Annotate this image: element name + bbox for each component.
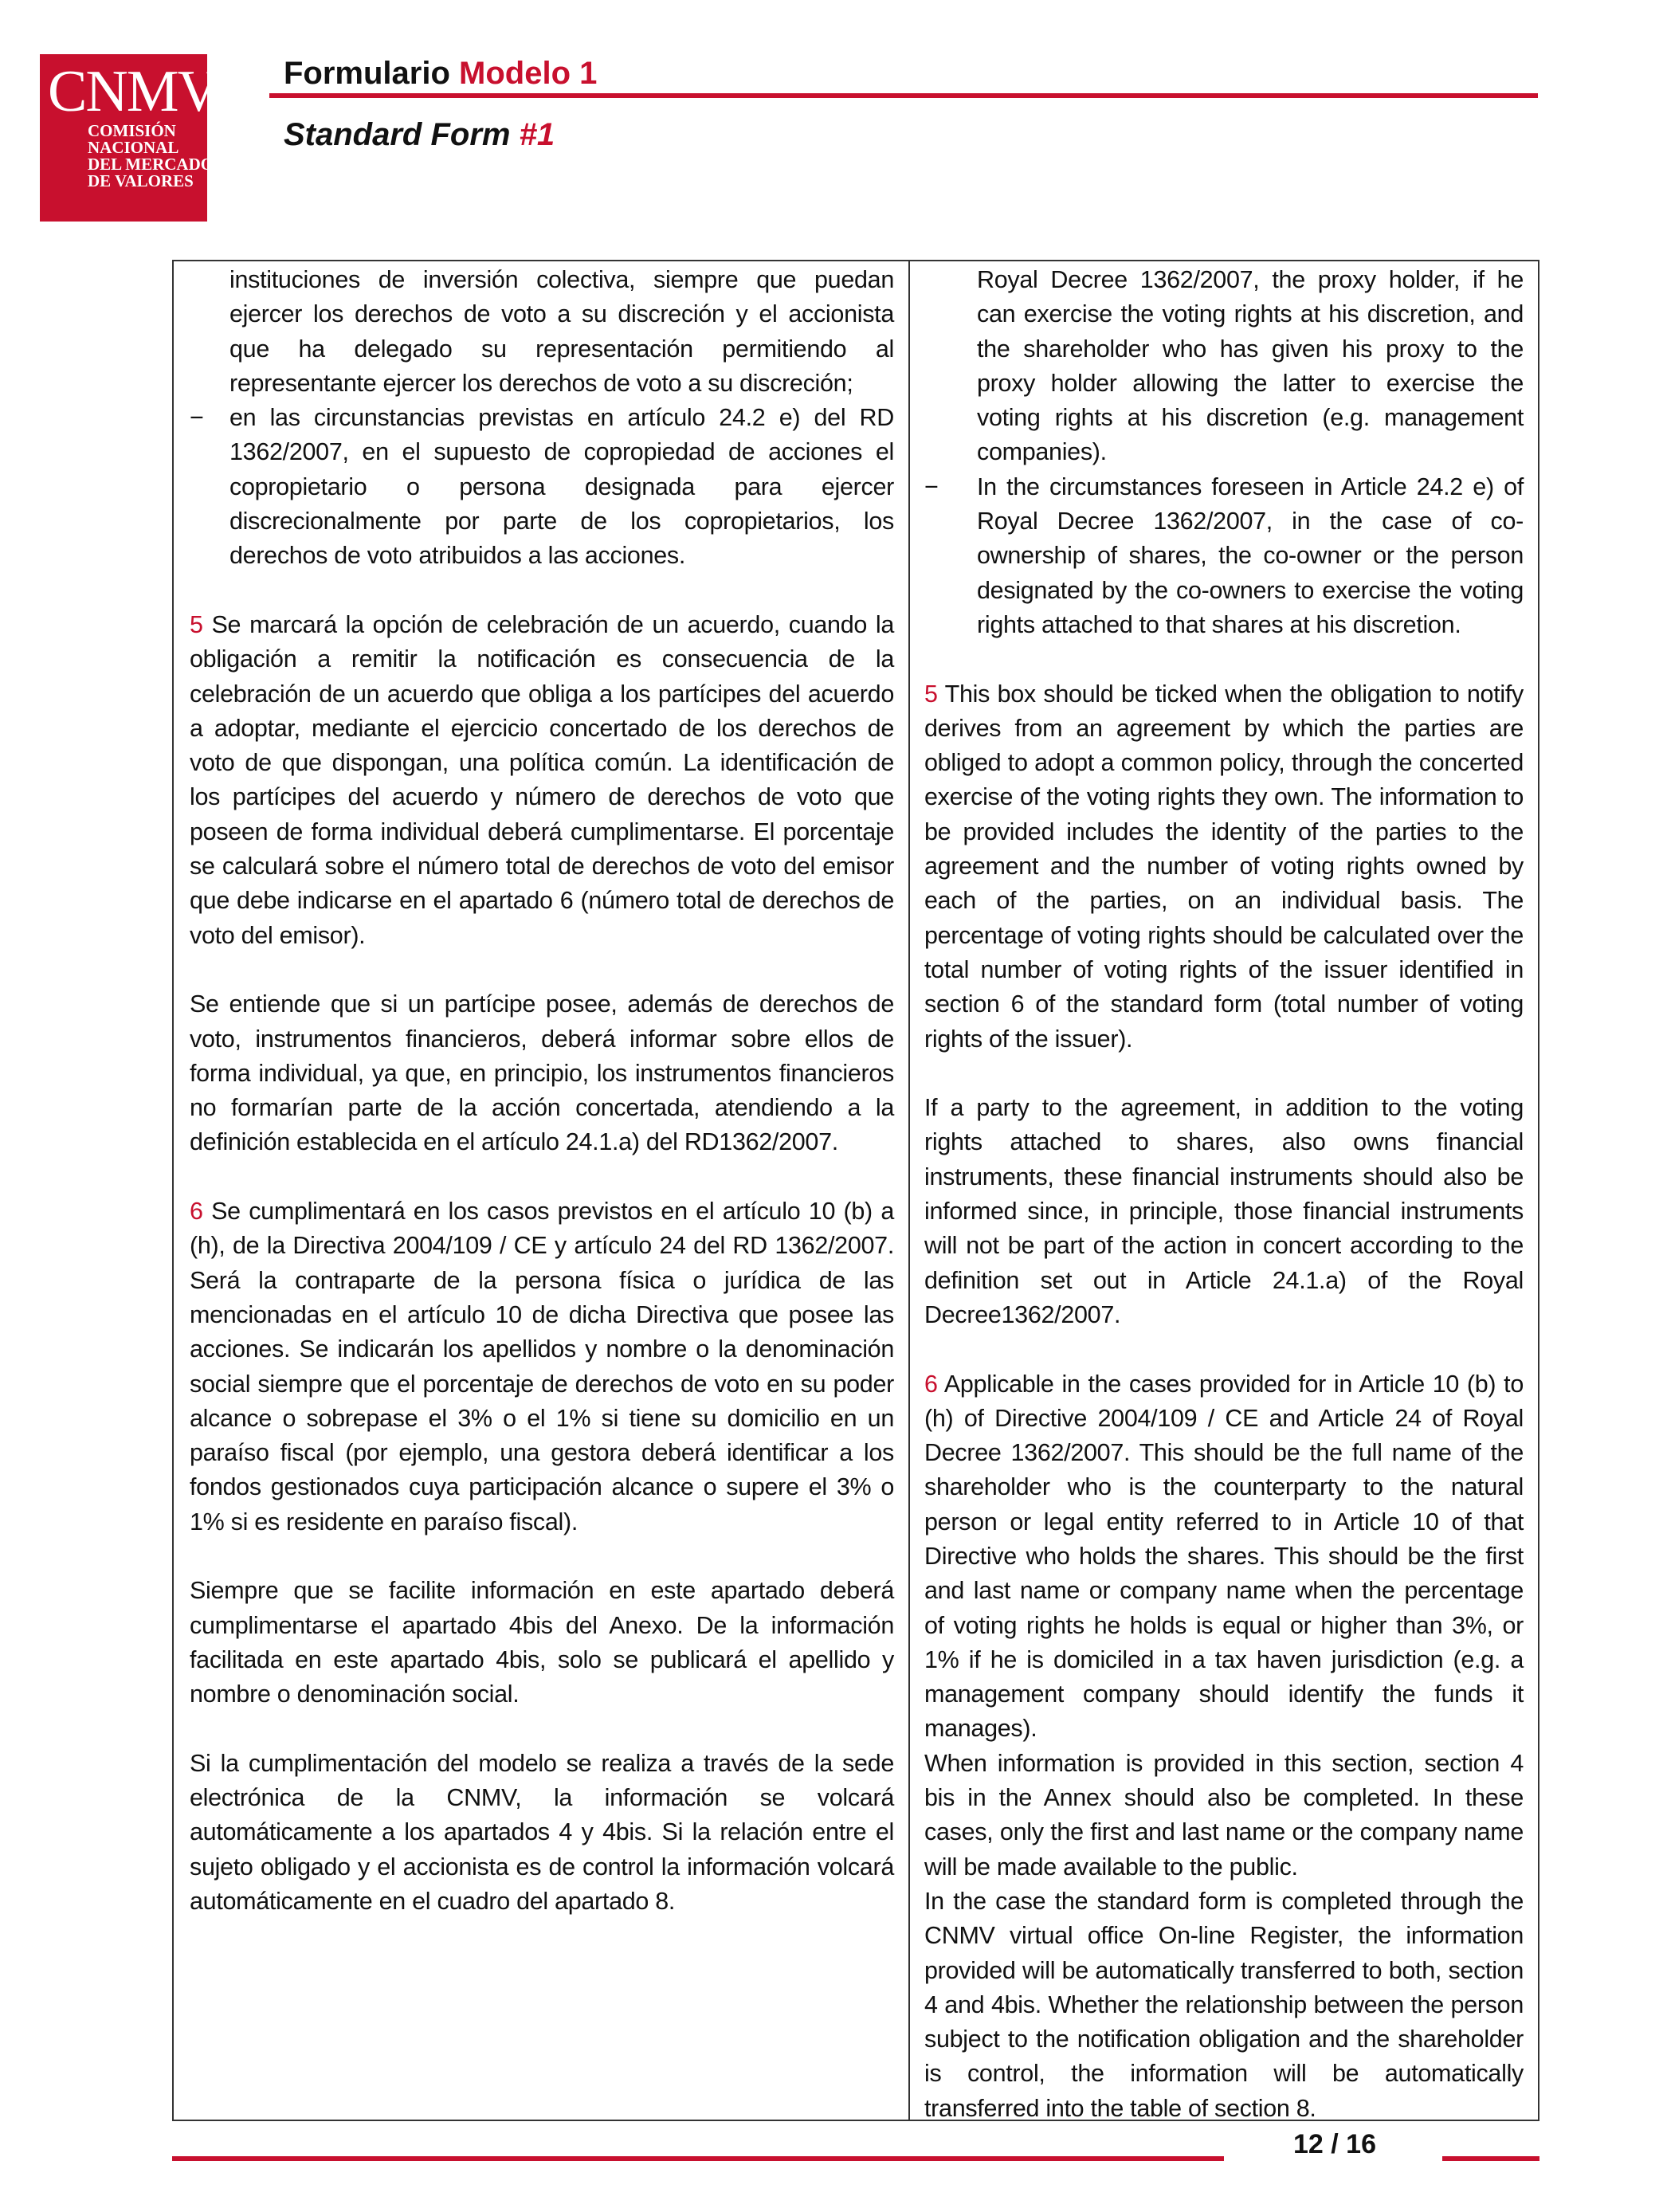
paragraph: Si la cumplimentación del modelo se realiza a través de la sede electrónica de la CNMV, la información se volcará automáticamente a los apartados 4 y 4bis. Si la relación entre el sujeto obligado y el accionista es de control la información volcará automáticamente en el cuadro del apartado 8.	[190, 1749, 894, 1915]
note-6	[924, 1367, 1524, 1747]
note-6	[190, 1194, 894, 1539]
bullet-text: In the circumstances foreseen in Article 24.2 e) of Royal Decree 1362/2007, in the case of co-ownership of shares, the co-owner or the person designated by the co-owners to exercise the voting rights attached to that shares at his discretion.	[977, 473, 1524, 638]
subtitle-part2: #1	[519, 117, 555, 152]
dash-bullet: −	[190, 404, 204, 432]
logo-line: DEL MERCADO	[88, 155, 214, 174]
note-text: Se marcará la opción de celebración de un acuerdo, cuando la obligación a remitir la notificación es consecuencia de la celebración de un acuerdo que obliga a los partícipes del acuerdo a adoptar, mediante el ejercicio concertado de los derechos de voto de que dispongan, una política común. La identificación de los partícipes del acuerdo y número de derechos de voto que poseen de forma individual deberá cumplimentarse. El porcentaje se calculará sobre el número total de derechos de voto del emisor que debe indicarse en el apartado 6 (número total de derechos de voto del emisor).	[190, 610, 894, 949]
paragraph: Se entiende que si un partícipe posee, además de derechos de voto, instrumentos financieros, deberá informar sobre ellos de forma individual, ya que, en principio, los instrumentos financieros no formarían parte de la acción concertada, atendiendo a la definición establecida en el artículo 24.1.a) del RD1362/2007.	[190, 990, 894, 1156]
page-number: 12 / 16	[1293, 2129, 1376, 2159]
header-rule	[269, 93, 1538, 98]
logo-subtitle	[88, 121, 214, 190]
english-column	[924, 263, 1524, 2126]
paragraph: If a party to the agreement, in addition to the voting rights attached to shares, also owns financial instruments, these financial instruments should also be informed since, in principle, those financial instruments will not be part of the action in concert according to the definition set out in Article 24.1.a) of the Royal Decree1362/2007.	[924, 1094, 1524, 1328]
logo-line: DE VALORES	[88, 171, 194, 190]
note-5	[190, 608, 894, 953]
footer-rule-right	[1442, 2156, 1539, 2161]
note-number: 5	[190, 610, 203, 638]
continued-bullet: instituciones de inversión colectiva, siempre que puedan ejercer los derechos de voto a su discreción y el accionista que ha delegado su representación permitiendo al representante ejercer los derechos de voto a su discreción;	[229, 266, 894, 397]
column-divider	[908, 260, 910, 2121]
paragraph: When information is provided in this section, section 4 bis in the Annex should also be completed. In these cases, only the first and last name or the company name will be made available to the public.	[924, 1749, 1524, 1881]
note-number: 6	[924, 1370, 938, 1398]
paragraph: Siempre que se facilite información en este apartado deberá cumplimentarse el apartado 4bis del Anexo. De la información facilitada en este apartado 4bis, solo se publicará el apellido y nombre o denominación social.	[190, 1577, 894, 1708]
bullet-text: en las circunstancias previstas en artículo 24.2 e) del RD 1362/2007, en el supuesto de copropiedad de acciones el copropietario o persona designada para ejercer discrecionalmente por parte de los copropietarios, los derechos de voto atribuidos a las acciones.	[229, 404, 894, 570]
page-title	[284, 56, 597, 92]
cnmv-logo	[40, 54, 219, 222]
logo-acronym: CNMV	[48, 59, 219, 124]
note-number: 5	[924, 680, 938, 708]
bullet-item	[190, 401, 894, 573]
continued-bullet: Royal Decree 1362/2007, the proxy holder, if he can exercise the voting rights at his discretion, and the shareholder who has given his proxy to the proxy holder allowing the latter to exercise the voting rights at his discretion (e.g. management companies).	[977, 266, 1524, 466]
logo-line: NACIONAL	[88, 138, 179, 157]
spanish-column	[190, 263, 894, 1919]
note-number: 6	[190, 1198, 203, 1226]
subtitle-part1: Standard Form	[284, 117, 511, 152]
paragraph: In the case the standard form is completed through the CNMV virtual office On-line Register, the information provided will be automatically transferred to both, section 4 and 4bis. Whether the relationship between the person subject to the notification obligation and the shareholder is control, the information will be automatically transferred into the table of section 8.	[924, 1887, 1524, 2122]
footer-rule-left	[172, 2156, 1224, 2161]
note-text: Applicable in the cases provided for in Article 10 (b) to (h) of Directive 2004/109 / CE and Article 24 of Royal Decree 1362/2007. This should be the full name of the shareholder who is the counterparty to the natural person or legal entity referred to in Article 10 of that Directive who holds the shares. This should be the first and last name or company name when the percentage of voting rights he holds is equal or higher than 3%, or 1% if he is domiciled in a tax haven jurisdiction (e.g. a management company should identify the funds it manages).	[924, 1370, 1524, 1743]
dash-bullet: −	[924, 473, 939, 500]
title-part2: Modelo 1	[459, 56, 598, 91]
note-text: Se cumplimentará en los casos previstos en el artículo 10 (b) a (h), de la Directiva 2004/109 / CE y artículo 24 del RD 1362/2007. Será la contraparte de la persona física o jurídica de las mencionadas en el artículo 10 de dicha Directiva que posee las acciones. Se indicarán los apellidos y nombre o la denominación social siempre que el porcentaje de derechos de voto en su poder alcance o sobrepase el 3% o el 1% si tiene su domicilio en un paraíso fiscal (por ejemplo, una gestora deberá identificar a los fondos gestionados cuya participación alcance o supere el 3% o 1% si es residente en paraíso fiscal).	[190, 1198, 894, 1535]
note-5	[924, 677, 1524, 1057]
title-part1: Formulario	[284, 56, 450, 91]
note-text: This box should be ticked when the obligation to notify derives from an agreement by which the parties are obliged to adopt a common policy, through the concerted exercise of the voting rights they own. The information to be provided includes the identity of the parties to the agreement and the number of voting rights owned by each of the parties, on an individual basis. The percentage of voting rights should be calculated over the total number of voting rights of the issuer identified in section 6 of the standard form (total number of voting rights of the issuer).	[924, 680, 1524, 1053]
page-subtitle	[284, 117, 555, 153]
logo-line: COMISIÓN	[88, 121, 176, 140]
bullet-item	[924, 470, 1524, 642]
